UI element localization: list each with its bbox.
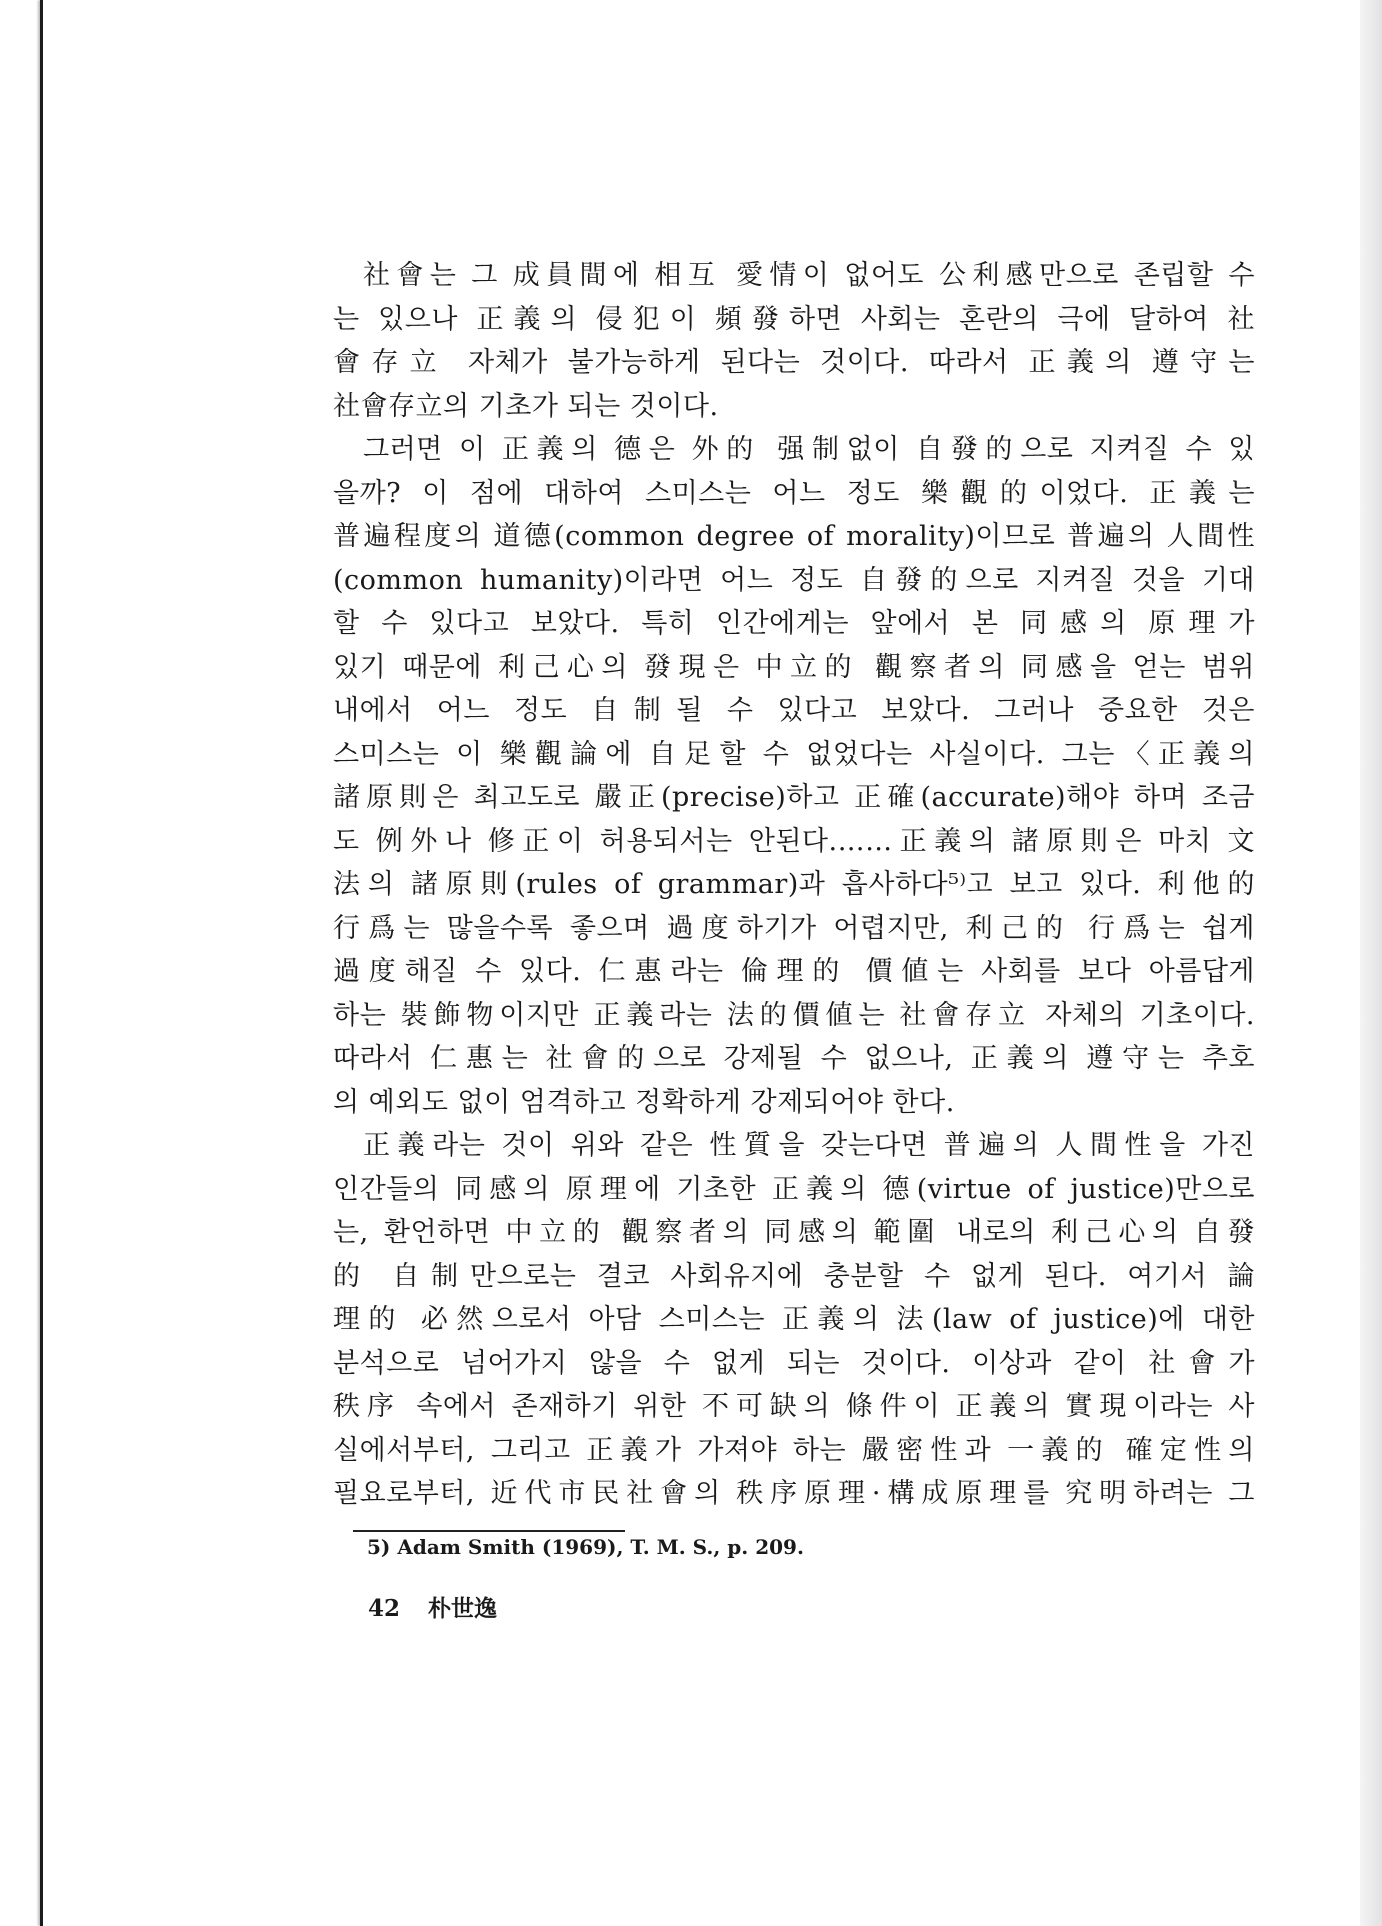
body-text (333, 254, 1255, 1516)
text-line: 普遍程度의 道德(common degree of morality)이므로 普遍의 人間性 (333, 521, 1255, 552)
footnote: 5) Adam Smith (1969), T. M. S., p. 209. (367, 1535, 804, 1559)
text-line: 실에서부터, 그리고 正義가 가져야 하는 嚴密性과 一義的 確定性의 (333, 1434, 1255, 1466)
text-line: 하는 裝飾物이지만 正義라는 法的價値는 社會存立 자체의 기초이다. (333, 999, 1255, 1031)
document-page (40, 0, 1365, 1926)
text-line: 내에서 어느 정도 自制될 수 있다고 보았다. 그러나 중요한 것은 (333, 695, 1255, 726)
text-line: 社會存立의 기초가 되는 것이다. (333, 390, 719, 422)
text-line: 秩序 속에서 존재하기 위한 不可缺의 條件이 正義의 實現이라는 사 (333, 1391, 1255, 1422)
text-line: 분석으로 넘어가지 않을 수 없게 되는 것이다. 이상과 같이 社會가 (333, 1347, 1255, 1379)
text-line: 正義라는 것이 위와 같은 性質을 갖는다면 普遍의 人間性을 가진 (363, 1130, 1255, 1161)
page-edge (1360, 0, 1382, 1926)
text-line: 는, 환언하면 中立的 觀察者의 同感의 範圍 내로의 利己心의 自發 (333, 1217, 1255, 1248)
paragraph-1 (333, 254, 1255, 428)
text-line: 는 있으나 正義의 侵犯이 頻發하면 사회는 혼란의 극에 달하여 社 (333, 303, 1255, 335)
text-line: 필요로부터, 近代市民社會의 秩序原理·構成原理를 究明하려는 그 (333, 1478, 1255, 1509)
author-name: 朴世逸 (428, 1595, 498, 1622)
text-line: (common humanity)이라면 어느 정도 自發的으로 지켜질 것을 기대 (333, 564, 1255, 596)
page-footer (368, 1590, 497, 1623)
text-line: 스미스는 이 樂觀論에 自足할 수 없었다는 사실이다. 그는〈正義의 (333, 738, 1255, 770)
text-line: 도 例外나 修正이 허용되서는 안된다.……正義의 諸原則은 마치 文 (333, 825, 1255, 857)
text-line: 있기 때문에 利己心의 發現은 中立的 觀察者의 同感을 얻는 범위 (333, 651, 1255, 683)
paragraph-2 (333, 428, 1255, 1124)
text-line: 會存立 자체가 불가능하게 된다는 것이다. 따라서 正義의 遵守는 (333, 347, 1255, 378)
text-line: 할 수 있다고 보았다. 특히 인간에게는 앞에서 본 同感의 原理가 (333, 608, 1255, 639)
text-line: 諸原則은 최고도로 嚴正(precise)하고 正確(accurate)해야 하며 조금 (333, 782, 1255, 813)
text-line: 的 自制만으로는 결코 사회유지에 충분할 수 없게 된다. 여기서 論 (333, 1260, 1255, 1292)
text-line: 인간들의 同感의 原理에 기초한 正義의 德(virtue of justice)만으로 (333, 1173, 1255, 1205)
text-line: 의 예외도 없이 엄격하고 정확하게 강제되어야 한다. (333, 1086, 955, 1118)
text-line: 을까? 이 점에 대하여 스미스는 어느 정도 樂觀的이었다. 正義는 (333, 477, 1255, 509)
text-line: 過度해질 수 있다. 仁惠라는 倫理的 價値는 사회를 보다 아름답게 (333, 956, 1255, 987)
page-number: 42 (368, 1595, 401, 1622)
text-line: 法의 諸原則(rules of grammar)과 흡사하다⁵⁾고 보고 있다. 利他的 (333, 869, 1255, 900)
text-line: 行爲는 많을수록 좋으며 過度하기가 어렵지만, 利己的 行爲는 쉽게 (333, 912, 1255, 944)
text-line: 社會는 그 成員間에 相互 愛情이 없어도 公利感만으로 존립할 수 (363, 260, 1255, 291)
footnote-divider (353, 1530, 625, 1532)
text-line: 따라서 仁惠는 社會的으로 강제될 수 없으나, 正義의 遵守는 추호 (333, 1043, 1255, 1074)
text-line: 그러면 이 正義의 德은 外的 强制없이 自發的으로 지켜질 수 있 (363, 434, 1255, 465)
paragraph-3 (333, 1124, 1255, 1516)
text-line: 理的 必然으로서 아담 스미스는 正義의 法(law of justice)에 대한 (333, 1304, 1255, 1335)
